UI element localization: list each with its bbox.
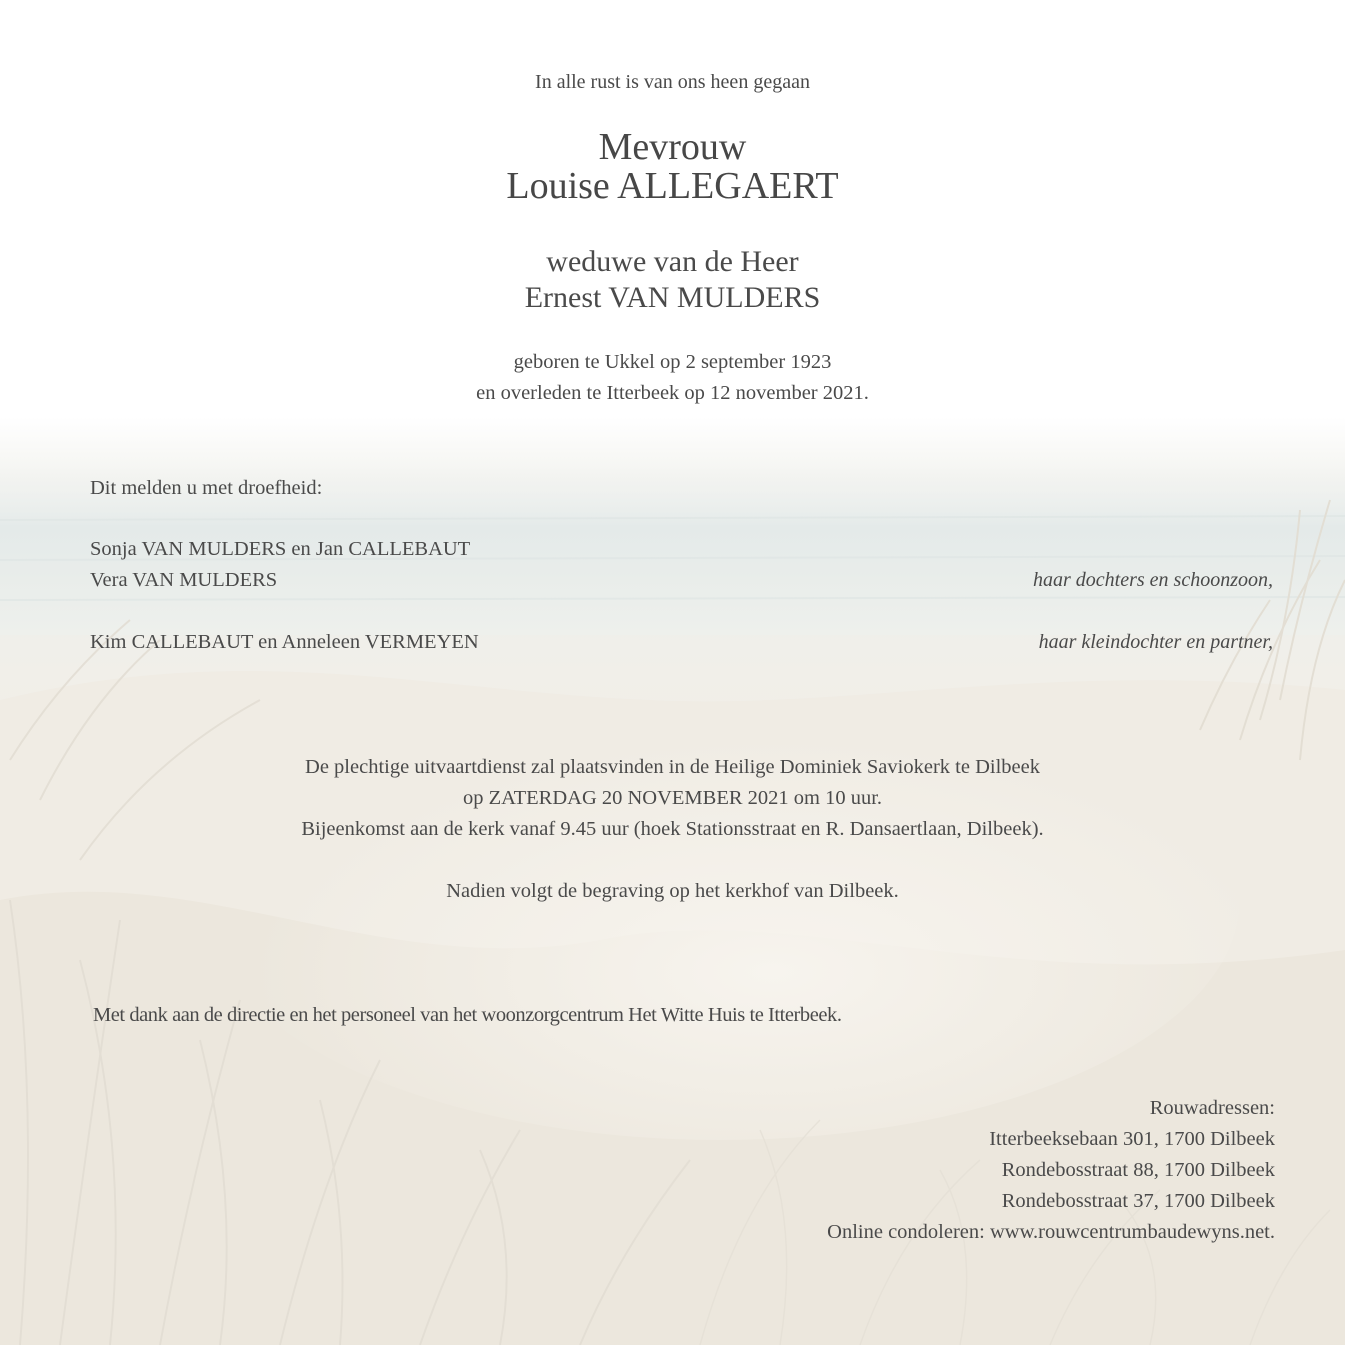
family-relation: haar dochters en schoonzoon,: [1033, 569, 1273, 591]
family-member-name: Vera VAN MULDERS: [90, 569, 278, 591]
deceased-title: Mevrouw: [598, 126, 747, 168]
address-line: Rondebosstraat 88, 1700 Dilbeek: [1001, 1159, 1275, 1181]
family-member-name: Kim CALLEBAUT en Anneleen VERMEYEN: [90, 631, 479, 653]
announcement-intro: Dit melden u met droefheid:: [90, 477, 323, 499]
family-member-name: Sonja VAN MULDERS en Jan CALLEBAUT: [90, 538, 471, 560]
died-line: en overleden te Itterbeek op 12 november 2021.: [476, 382, 869, 404]
addresses-heading: Rouwadressen:: [1149, 1097, 1275, 1119]
service-line-3: Bijeenkomst aan de kerk vanaf 9.45 uur (hoek Stationsstraat en R. Dansaertlaan, Dilbeek).: [301, 818, 1044, 840]
online-condolence-link[interactable]: Online condoleren: www.rouwcentrumbaudewyns.net.: [827, 1221, 1275, 1243]
thanks-line: Met dank aan de directie en het personeel van het woonzorgcentrum Het Witte Huis te Itterbeek.: [93, 1004, 842, 1026]
address-line: Itterbeeksebaan 301, 1700 Dilbeek: [989, 1128, 1275, 1150]
service-line-2: op ZATERDAG 20 NOVEMBER 2021 om 10 uur.: [462, 787, 883, 809]
deceased-name: Louise ALLEGAERT: [506, 165, 839, 207]
service-line-1: De plechtige uitvaartdienst zal plaatsvinden in de Heilige Dominiek Saviokerk te Dilbeek: [305, 756, 1040, 778]
family-relation: haar kleindochter en partner,: [1038, 631, 1273, 653]
address-line: Rondebosstraat 37, 1700 Dilbeek: [1001, 1190, 1275, 1212]
burial-line: Nadien volgt de begraving op het kerkhof van Dilbeek.: [446, 880, 899, 902]
intro-line: In alle rust is van ons heen gegaan: [535, 71, 810, 93]
widow-of-line: weduwe van de Heer: [546, 245, 799, 278]
born-line: geboren te Ukkel op 2 september 1923: [513, 351, 832, 373]
spouse-name: Ernest VAN MULDERS: [524, 281, 821, 314]
